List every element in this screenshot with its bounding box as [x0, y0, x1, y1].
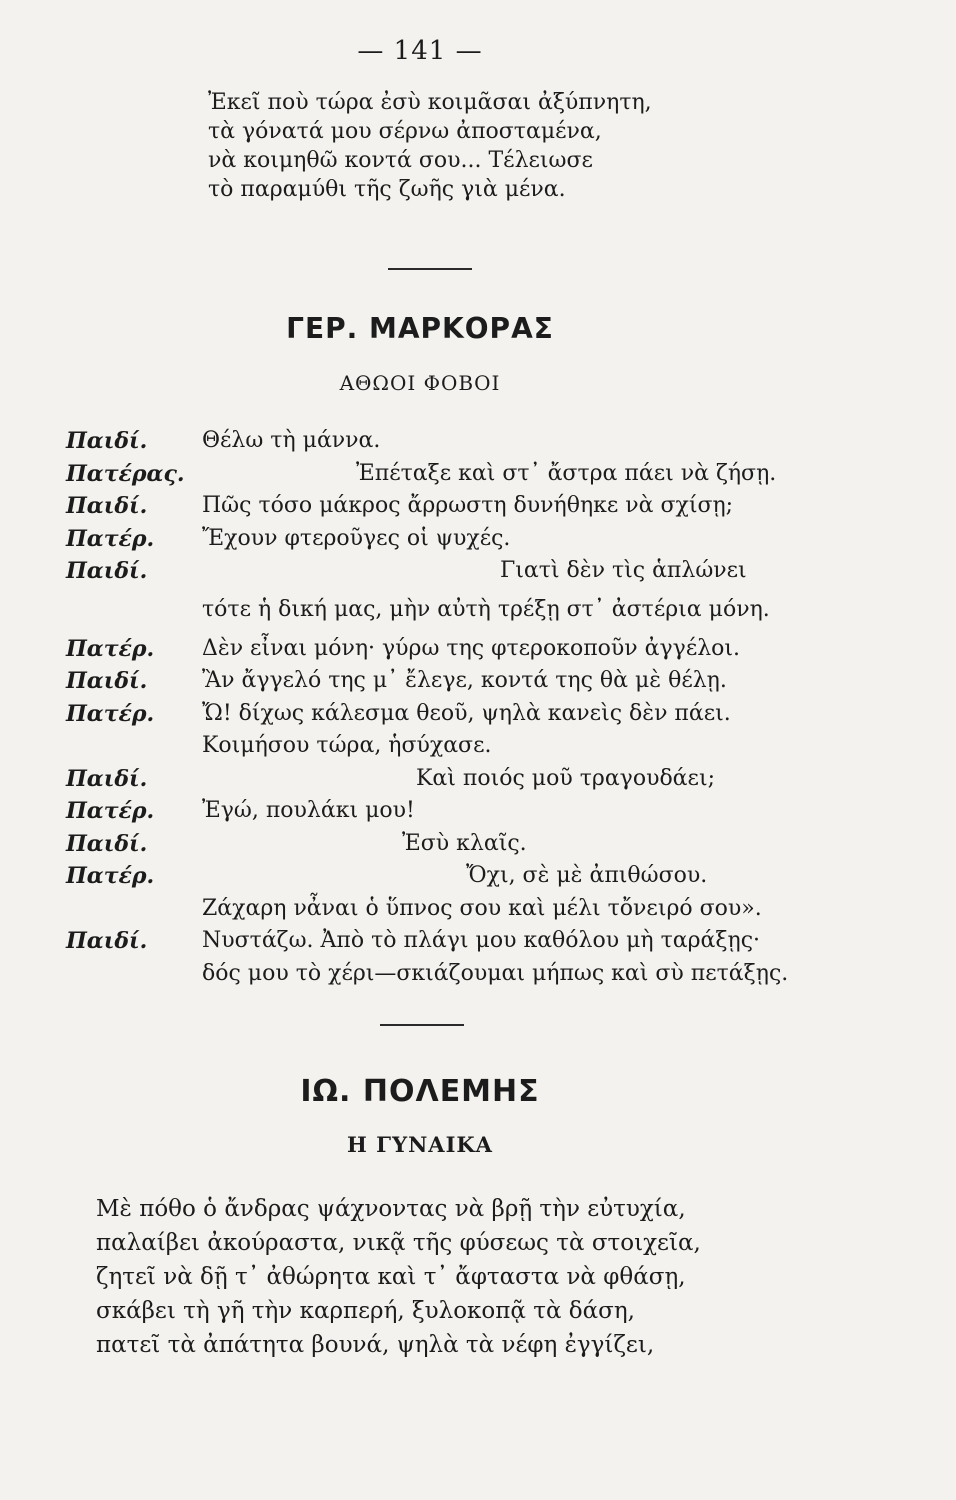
dialogue-row	[66, 633, 826, 666]
verse-line: πατεῖ τὰ ἀπάτητα βουνά, ψηλὰ τὰ νέφη ἐγγίζει,	[96, 1332, 655, 1358]
verse-line: τὰ γόνατά μου σέρνω ἀποσταμένα,	[208, 119, 602, 144]
closing-stanza-previous-poem	[208, 88, 652, 204]
dialogue-line: Καὶ ποιός μοῦ τραγουδάει;	[416, 765, 715, 791]
poem-title: Η ΓΥΝΑΙΚΑ	[347, 1132, 493, 1157]
dialogue-row	[66, 490, 826, 523]
dialogue-row	[66, 425, 826, 458]
verse-line: Μὲ πόθο ὁ ἄνδρας ψάχνοντας νὰ βρῇ τὴν εὐτυχία,	[96, 1196, 686, 1222]
dialogue-line: Γιατὶ δὲν τὶς ἁπλώνει	[500, 558, 747, 583]
dialogue-line: Ἐγώ, πουλάκι μου!	[202, 798, 415, 823]
dialogue-line: Ζάχαρη νἆναι ὁ ὕπνος σου καὶ μέλι τὄνειρό σου».	[202, 895, 762, 921]
dialogue-row	[66, 763, 826, 796]
speaker-label: Πατέρ.	[66, 525, 155, 552]
speaker-label: Παιδί.	[66, 928, 148, 954]
author-heading: ΙΩ. ΠΟΛΕΜΗΣ	[300, 1074, 540, 1109]
dialogue-line: Ἂν ἄγγελό της μ᾽ ἔλεγε, κοντά της θὰ μὲ θέλῃ.	[202, 668, 727, 693]
dialogue-line: τότε ἡ δική μας, μὴν αὐτὴ τρέξῃ στ᾽ ἀστέρια μόνη.	[202, 596, 770, 622]
speaker-label: Παιδί.	[66, 668, 148, 694]
dialogue-line: Ὤ! δίχως κάλεσμα θεοῦ, ψηλὰ κανεὶς δὲν πάει.	[202, 700, 731, 726]
verse-line: ζητεῖ νὰ δῇ τ᾽ ἀθώρητα καὶ τ᾽ ἄφταστα νὰ φθάσῃ,	[96, 1264, 686, 1290]
dialogue-row	[66, 795, 826, 828]
dialogue-row	[66, 698, 826, 731]
verse-line: τὸ παραμύθι τῆς ζωῆς γιὰ μένα.	[208, 177, 566, 202]
verse-line: σκάβει τὴ γῆ τὴν καρπερή, ξυλοκοπᾷ τὰ δάση,	[96, 1298, 635, 1324]
verse-line: νὰ κοιμηθῶ κοντά σου... Τέλειωσε	[208, 148, 593, 173]
dialogue-line: Νυστάζω. Ἀπὸ τὸ πλάγι μου καθόλου μὴ ταράξῃς·	[202, 928, 761, 953]
dialogue-row	[66, 958, 826, 991]
dialogue-row	[66, 828, 826, 861]
dialogue-line: δός μου τὸ χέρι—σκιάζουμαι μήπως καὶ σὺ πετάξῃς.	[202, 960, 789, 986]
dialogue-line: Ἔχουν φτεροῦγες οἱ ψυχές.	[202, 525, 511, 551]
dialogue-row	[66, 665, 826, 698]
dialogue-row	[66, 893, 826, 926]
dialogue-line: Πῶς τόσο μάκρος ἄρρωστη δυνήθηκε νὰ σχίσῃ;	[202, 493, 734, 518]
dialogue-row	[66, 925, 826, 958]
dialogue-row	[66, 555, 826, 588]
speaker-label: Πατέρ.	[66, 798, 155, 824]
page-number: — 141 —	[357, 36, 483, 66]
dialogue-row	[66, 860, 826, 893]
speaker-label: Παιδί.	[66, 830, 148, 857]
speaker-label: Παιδί.	[66, 493, 148, 519]
speaker-label: Παιδί.	[66, 428, 148, 454]
dialogue-line: Ἐπέταξε καὶ στ᾽ ἄστρα πάει νὰ ζήσῃ.	[356, 460, 777, 486]
dialogue-row	[66, 588, 826, 633]
speaker-label: Πατέρας.	[66, 460, 185, 487]
poem-title: ΑΘΩΟΙ ΦΟΒΟΙ	[339, 371, 501, 395]
poem-body	[96, 1192, 701, 1362]
speaker-label: Πατέρ.	[66, 635, 155, 662]
dialogue-line: Θέλω τὴ μάννα.	[202, 428, 381, 453]
section-divider	[388, 268, 472, 270]
speaker-label: Πατέρ.	[66, 863, 155, 889]
section-divider	[380, 1024, 464, 1026]
dialogue-row	[66, 523, 826, 556]
verse-line: Ἐκεῖ ποὺ τώρα ἐσὺ κοιμᾶσαι ἀξύπνητη,	[208, 90, 652, 115]
dialogue-line: Ὄχι, σὲ μὲ ἀπιθώσου.	[466, 863, 708, 888]
author-heading: ΓΕΡ. ΜΑΡΚΟΡΑΣ	[286, 312, 554, 345]
speaker-label: Παιδί.	[66, 765, 148, 792]
verse-line: παλαίβει ἀκούραστα, νικᾷ τῆς φύσεως τὰ στοιχεῖα,	[96, 1230, 701, 1256]
speaker-label: Παιδί.	[66, 558, 148, 584]
dialogue-row	[66, 730, 826, 763]
speaker-label: Πατέρ.	[66, 700, 155, 727]
dialogue-line: Δὲν εἶναι μόνη· γύρω της φτεροκοποῦν ἀγγέλοι.	[202, 635, 741, 661]
dialogue-poem	[66, 425, 826, 990]
dialogue-line: Κοιμήσου τώρα, ἡσύχασε.	[202, 733, 492, 758]
dialogue-line: Ἐσὺ κλαῖς.	[402, 830, 527, 856]
dialogue-row	[66, 458, 826, 491]
